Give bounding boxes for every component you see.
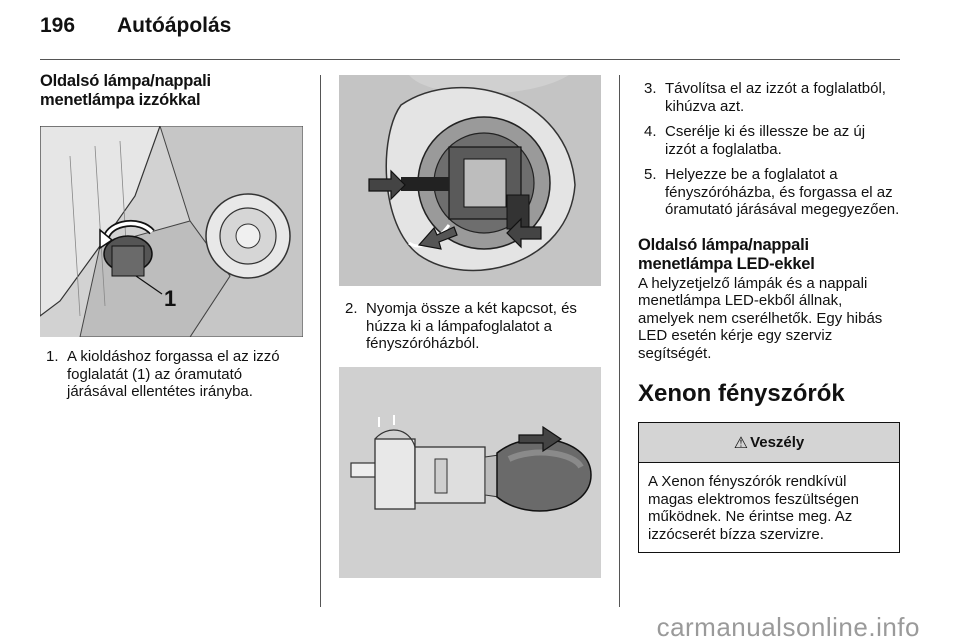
figure-callout-1: 1 bbox=[164, 286, 177, 311]
list-item: 1. A kioldáshoz forgassa el az izzó foglalatát (1) az óramutató járásával ellentétes irányba. bbox=[46, 348, 280, 400]
warning-icon: ⚠ bbox=[733, 434, 749, 452]
list-item: 3. Távolítsa el az izzót a foglalatból, kihúzva azt. bbox=[644, 80, 886, 115]
column-1 bbox=[40, 72, 303, 401]
chapter-title: Autóápolás bbox=[117, 14, 232, 37]
watermark: carmanualsonline.info bbox=[656, 612, 920, 642]
section-heading-led: Oldalsó lámpa/nappali menetlámpa LED-ekkel bbox=[638, 235, 815, 273]
column-divider-left bbox=[320, 75, 321, 607]
steps-list-col3 bbox=[638, 80, 900, 219]
column-divider-right bbox=[619, 75, 620, 607]
figure-bulb-removal bbox=[339, 367, 601, 578]
steps-list-col2 bbox=[339, 300, 601, 353]
warning-box bbox=[638, 422, 900, 553]
steps-list-col1 bbox=[40, 348, 303, 401]
column-2 bbox=[339, 72, 601, 578]
page-number: 196 bbox=[40, 14, 76, 37]
warning-text: A Xenon fényszórók rendkívül magas elektromos feszültségen működnek. Ne érintse meg. Az izzócserét bízza szervizre. bbox=[648, 473, 859, 543]
list-item: 2. Nyomja össze a két kapcsot, és húzza ki a lámpafoglalatot a fényszóróházból. bbox=[345, 300, 577, 352]
warning-title: Veszély bbox=[750, 434, 805, 451]
list-item: 4. Cserélje ki és illessze be az új izzót a foglalatba. bbox=[644, 123, 866, 158]
led-paragraph: A helyzetjelző lámpák és a nappali menetlámpa LED-ekből állnak, amelyek nem cserélhetők. Egy hibás LED esetén kérje egy szerviz segítségét. bbox=[638, 274, 883, 362]
warning-header bbox=[639, 423, 899, 463]
section-heading-bulb: Oldalsó lámpa/nappali menetlámpa izzókkal bbox=[40, 72, 211, 109]
header-rule bbox=[40, 59, 900, 60]
figure-lamp-holder-clips bbox=[339, 75, 601, 286]
section-heading-xenon: Xenon fényszórók bbox=[638, 380, 845, 407]
figure-side-lamp-socket bbox=[40, 126, 303, 337]
column-3 bbox=[638, 72, 900, 553]
list-item: 5. Helyezze be a foglalatot a fényszóróházba, és forgassa el az óramutató járásával megegyezően. bbox=[644, 166, 900, 218]
